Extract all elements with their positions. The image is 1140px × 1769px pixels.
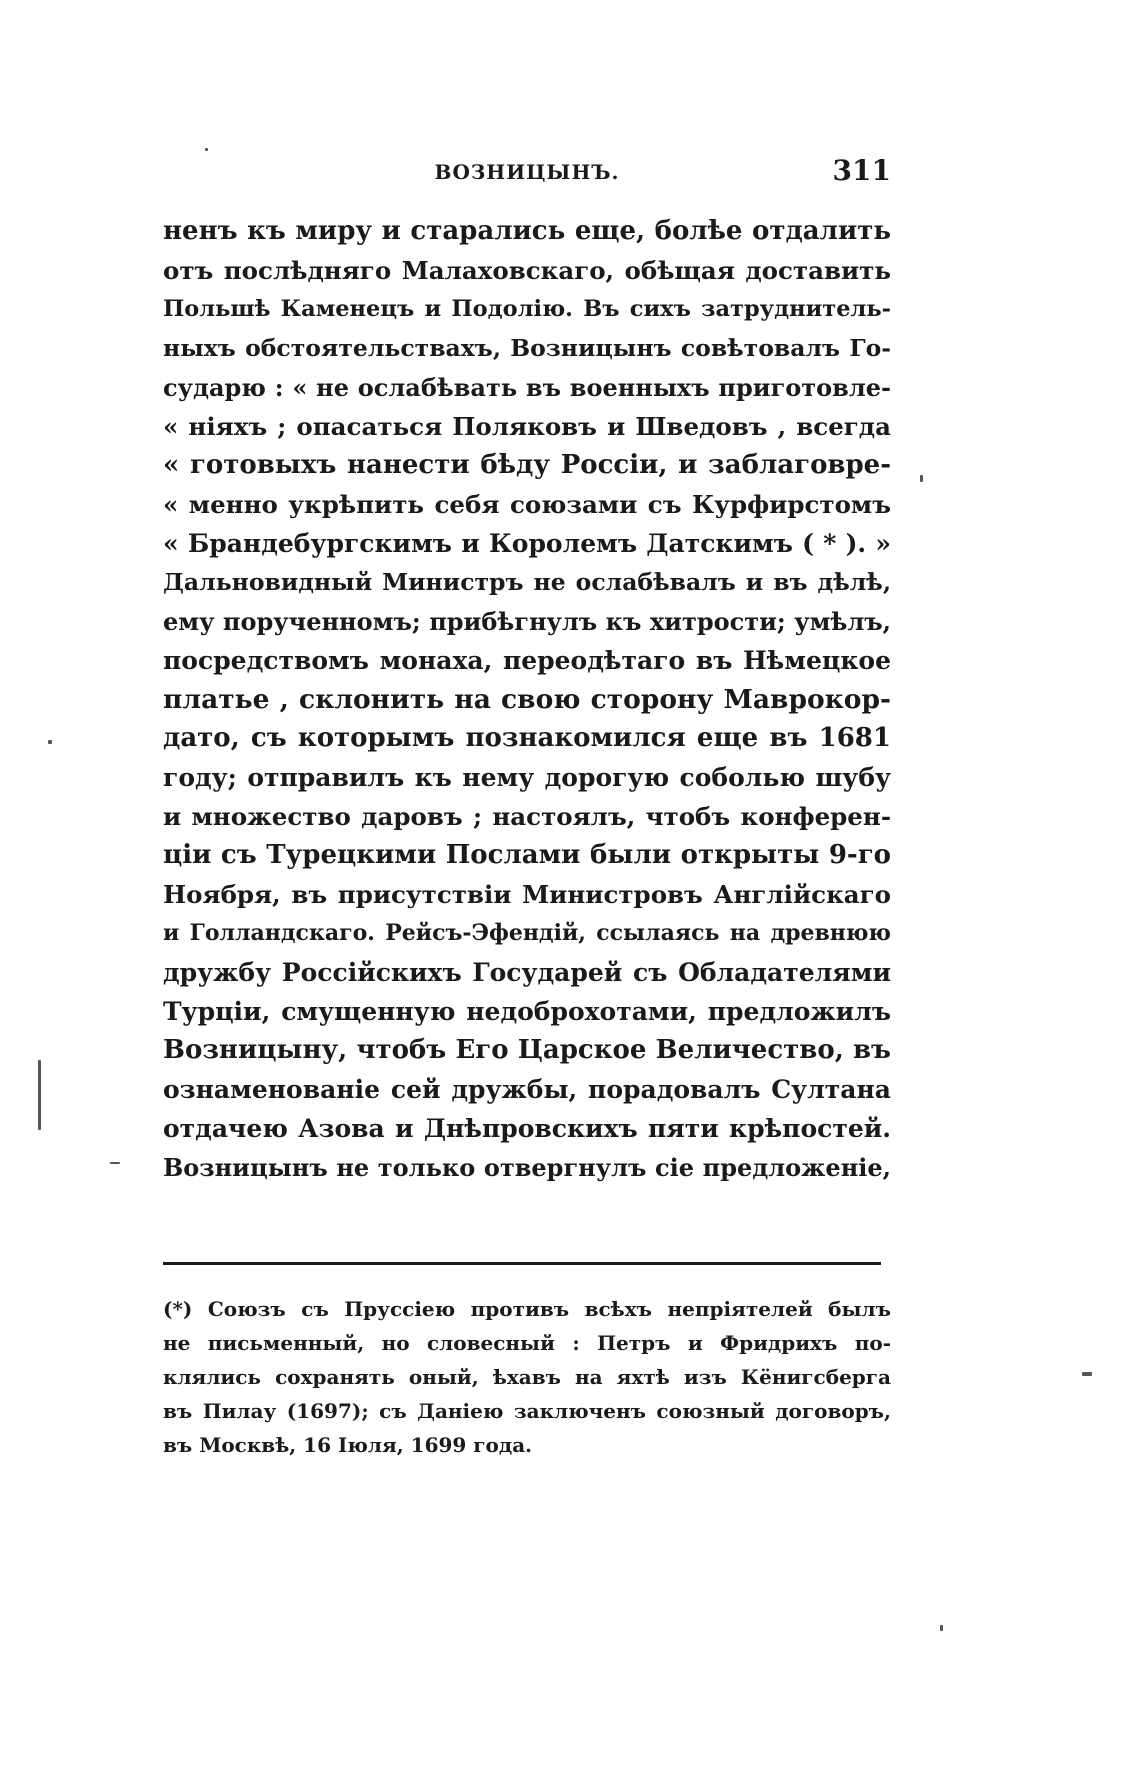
footnote-line: въ Москвѣ, 16 Іюля, 1699 года. — [163, 1433, 533, 1457]
body-line: « менно укрѣпить себя союзами съ Курфирстомъ — [163, 490, 891, 519]
body-line: отъ послѣдняго Малаховскаго, обѣщая доставить — [163, 256, 891, 285]
scan-speck — [920, 475, 923, 482]
footnote — [163, 1292, 891, 1462]
body-line: ознаменованіе сей дружбы, порадовалъ Султана — [163, 1075, 891, 1104]
scan-speck — [1082, 1372, 1092, 1376]
body-line: ему порученномъ; прибѣгнулъ къ хитрости; умѣлъ, — [163, 607, 891, 636]
body-line: году; отправилъ къ нему дорогую соболью шубу — [163, 763, 891, 792]
body-line: и множество даровъ ; настоялъ, чтобъ конферен- — [163, 802, 891, 831]
footnote-line: клялись сохранять оный, ѣхавъ на яхтѣ изъ Кёнигсберга — [163, 1365, 891, 1389]
body-line: отдачею Азова и Днѣпровскихъ пяти крѣпостей. — [163, 1114, 891, 1143]
body-line: дато, съ которымъ познакомился еще въ 1681 — [163, 723, 891, 753]
scan-speck — [38, 1060, 41, 1130]
running-head: ВОЗНИЦЫНЪ. — [434, 160, 620, 184]
body-line: ныхъ обстоятельствахъ, Возницынъ совѣтовалъ Го- — [163, 334, 891, 362]
body-line: Ноября, въ присутствіи Министровъ Англійскаго — [163, 880, 891, 909]
body-text — [163, 212, 891, 1187]
body-line: Дальновидный Министръ не ослабѣвалъ и въ дѣлѣ, — [163, 568, 891, 596]
body-line: сударю : « не ослабѣвать въ военныхъ приготовле- — [163, 373, 891, 402]
body-line: « Брандебургскимъ и Королемъ Датскимъ ( * ). » — [163, 529, 891, 558]
body-line: Возницыну, чтобъ Его Царское Величество, въ — [163, 1035, 891, 1065]
body-line: платье , склонить на свою сторону Маврокор- — [163, 684, 891, 715]
body-line: ціи съ Турецкими Послами были открыты 9-го — [163, 840, 891, 870]
footnote-line: (*) Союзъ съ Пруссіею противъ всѣхъ непріятелей былъ — [163, 1297, 891, 1321]
page-number: 311 — [832, 154, 891, 187]
scan-speck — [205, 148, 208, 151]
footnote-line: не письменный, но словесный : Петръ и Фридрихъ по- — [163, 1331, 891, 1355]
footnote-divider — [163, 1262, 881, 1265]
body-line: ненъ къ миру и старались еще, болѣе отдалить — [163, 216, 891, 246]
body-line: Возницынъ не только отвергнулъ сіе предложеніе, — [163, 1153, 891, 1182]
body-line: « ніяхъ ; опасаться Поляковъ и Шведовъ , всегда — [163, 412, 891, 441]
body-line: Польшѣ Каменецъ и Подолію. Въ сихъ затруднитель- — [163, 296, 891, 322]
body-line: и Голландскаго. Рейсъ-Эфендій, ссылаясь на древнюю — [163, 920, 891, 946]
scan-speck — [940, 1625, 943, 1631]
body-line: дружбу Россійскихъ Государей съ Обладателями — [163, 958, 891, 987]
body-line: « готовыхъ нанести бѣду Россіи, и заблаговре- — [163, 450, 891, 480]
scan-speck — [48, 740, 52, 744]
page-header — [163, 154, 891, 200]
body-line: посредствомъ монаха, переодѣтаго въ Нѣмецкое — [163, 646, 891, 675]
footnote-line: въ Пилау (1697); съ Даніею заключенъ союзный договоръ, — [163, 1399, 891, 1423]
scan-speck — [110, 1162, 120, 1164]
body-line: Турціи, смущенную недоброхотами, предложилъ — [163, 997, 891, 1026]
